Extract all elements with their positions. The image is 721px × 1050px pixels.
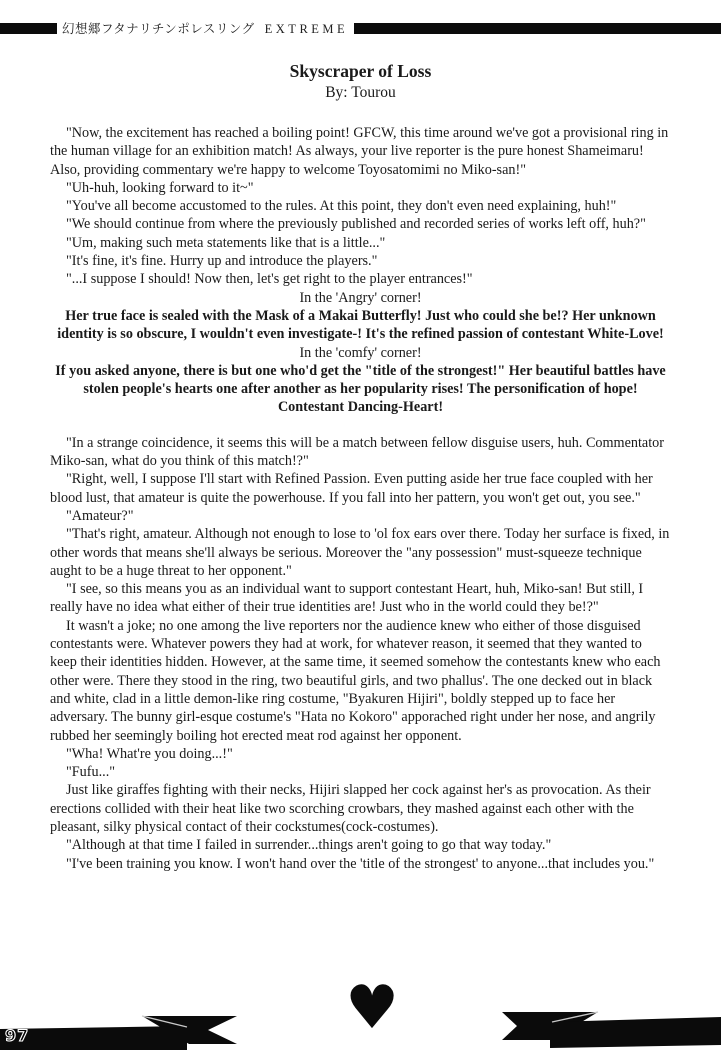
story-byline: By: Tourou <box>325 84 396 101</box>
ribbon-banner-right <box>502 1012 721 1048</box>
story-paragraph: "Amateur?" <box>66 507 134 524</box>
story-paragraph: "Um, making such meta statements like that is a little..." <box>66 234 386 251</box>
story-paragraph: "...I suppose I should! Now then, let's get right to the player entrances!" <box>66 271 473 288</box>
title-block <box>0 61 721 103</box>
story-paragraph: "Fufu..." <box>66 764 116 781</box>
story-paragraph: Her true face is sealed with the Mask of a Makai Butterfly! Just who could she be!? Her unknown identity is so obscure, I wouldn't even investigate-! It's the refined passion of contestant White-Love! <box>57 307 664 343</box>
header-rule-right <box>354 23 721 34</box>
story-paragraph: "Wha! What're you doing...!" <box>66 745 233 762</box>
story-paragraph: It wasn't a joke; no one among the live reporters nor the audience knew who either of those disguised contestants were. Whatever powers they had at work, for whatever reason, it seemed that they wanted to keep their identities hidden. However, at the same time, it seemed somehow the contestants knew who each other were. There they stood in the ring, two beautiful girls, and two phallus'. The one decked out in black and white, clad in a little demon-like ring costume, "Byakuren Hijiri", boldly stepped up to face her adversary. The bunny girl-esque costume's "Hata no Kokoro" apporached right under her nose, and angrily rubbed her seemingly boiling hot erected meat rod against her opponent. <box>50 617 661 744</box>
story-paragraph: "I've been training you know. I won't hand over the 'title of the strongest' to anyone...that includes you." <box>66 855 655 872</box>
running-header <box>0 21 721 35</box>
story-paragraph: Just like giraffes fighting with their necks, Hijiri slapped her cock against her's as provocation. As their erections collided with their heat like two scorching crowbars, they mashed against each other with the pleasant, silky physical contact of their cockstumes(cock-costumes). <box>50 782 651 835</box>
series-title <box>57 19 354 37</box>
story-paragraph: "Although at that time I failed in surrender...things aren't going to go that way today." <box>66 837 552 854</box>
story-paragraph: "Uh-huh, looking forward to it~" <box>66 179 254 196</box>
story-paragraph: "It's fine, it's fine. Hurry up and introduce the players." <box>66 253 378 270</box>
story-paragraph: "Right, well, I suppose I'll start with Refined Passion. Even putting aside her true face coupled with her blood lust, that amateur is quite the powerhouse. If you fall into her pattern, you won't get out, you see." <box>50 471 653 506</box>
series-title-en: EXTREME <box>264 22 349 36</box>
ribbon-banner-left <box>0 1016 237 1050</box>
story-paragraph: "Now, the excitement has reached a boiling point! GFCW, this time around we've got a provisional ring in the human village for an exhibition match! As always, your live reporter is the pure honest Shameimaru! Also, providing commentary we're happy to welcome Toyosatomimi no Miko-san!" <box>50 125 669 178</box>
series-title-jp: 幻想郷フタナリチンポレスリング <box>62 22 255 36</box>
story-paragraph: "We should continue from where the previously published and recorded series of works left off, huh?" <box>66 216 646 233</box>
story-paragraph: In the 'Angry' corner! <box>299 289 422 306</box>
story-paragraph: "That's right, amateur. Although not enough to lose to 'ol fox ears over there. Today her surface is fixed, in other words that means she'll always be serious. Moreover the "any possession" must-squeeze technique aught to be a huge threat to her opponent." <box>50 526 670 579</box>
story-paragraph: If you asked anyone, there is but one who'd get the "title of the strongest!" Her beautiful battles have stolen people's hearts one after another as her popularity rises! The personification of hope! Contestant Dancing-Heart! <box>55 362 666 416</box>
story-title: Skyscraper of Loss <box>289 61 432 81</box>
header-rule-left <box>0 23 57 34</box>
story-paragraph: "You've all become accustomed to the rules. At this point, they don't even need explaining, huh!" <box>66 198 617 215</box>
heart-icon: ♥ <box>345 973 399 1043</box>
page-number: 97 <box>5 1026 30 1045</box>
story-paragraph: "In a strange coincidence, it seems this will be a match between fellow disguise users, huh. Commentator Miko-san, what do you think of this match!?" <box>50 434 664 470</box>
story-body <box>50 124 671 873</box>
story-paragraph: In the 'comfy' corner! <box>299 344 422 361</box>
story-paragraph: "I see, so this means you as an individual want to support contestant Heart, huh, Miko-san! But still, I really have no idea what either of their true identities are! Just who in the world could they be!?" <box>50 581 644 616</box>
